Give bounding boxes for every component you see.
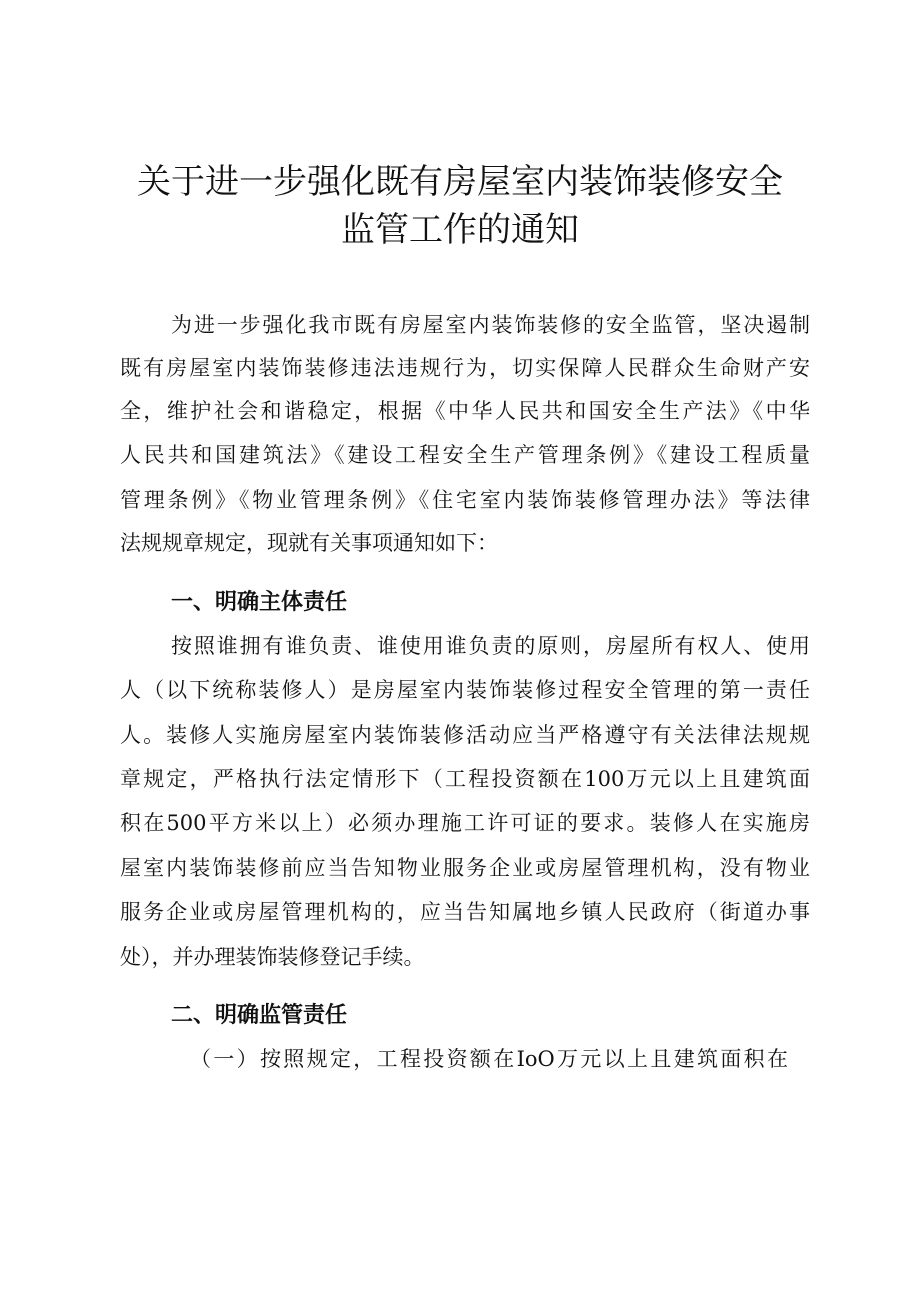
section-1-paragraph-line: 章规定，严格执行法定情形下（工程投资额在100万元以上且建筑面 (120, 767, 810, 791)
section-1-paragraph-line: 积在500平方米以上）必须办理施工许可证的要求。装修人在实施房 (120, 811, 810, 835)
intro-paragraph-line: 管理条例》《物业管理条例》《住宅室内装饰装修管理办法》等法律 (120, 488, 810, 512)
intro-paragraph-line: 既有房屋室内装饰装修违法违规行为，切实保障人民群众生命财产安 (120, 356, 810, 380)
section-2-paragraph-line: （一）按照规定，工程投资额在IoO万元以上且建筑面积在 (190, 1047, 788, 1071)
section-1-paragraph-line: 服务企业或房屋管理机构的，应当告知属地乡镇人民政府（街道办事 (120, 900, 810, 924)
section-1-paragraph-line: 人。装修人实施房屋室内装饰装修活动应当严格遵守有关法律法规规 (120, 723, 810, 747)
intro-paragraph-line: 法规规章规定，现就有关事项通知如下： (120, 531, 498, 555)
section-1-paragraph-line: 按照谁拥有谁负责、谁使用谁负责的原则，房屋所有权人、使用 (171, 634, 810, 658)
section-2-heading: 二、明确监管责任 (171, 1003, 348, 1028)
intro-paragraph-line: 人民共和国建筑法》《建设工程安全生产管理条例》《建设工程质量 (120, 443, 810, 467)
section-1-paragraph-line: 屋室内装饰装修前应当告知物业服务企业或房屋管理机构，没有物业 (120, 856, 810, 880)
section-1-paragraph-line: 处），并办理装饰装修登记手续。 (120, 945, 425, 969)
document-title-line-1: 关于进一步强化既有房屋室内装饰装修安全 (137, 162, 783, 202)
intro-paragraph-line: 为进一步强化我市既有房屋室内装饰装修的安全监管，坚决遏制 (171, 313, 810, 337)
intro-paragraph-line: 全，维护社会和谐稳定，根据《中华人民共和国安全生产法》《中华 (120, 399, 810, 423)
section-1-heading: 一、明确主体责任 (171, 590, 348, 615)
document-title-line-2: 监管工作的通知 (341, 210, 579, 250)
section-1-paragraph-line: 人（以下统称装修人）是房屋室内装饰装修过程安全管理的第一责任 (120, 678, 810, 702)
